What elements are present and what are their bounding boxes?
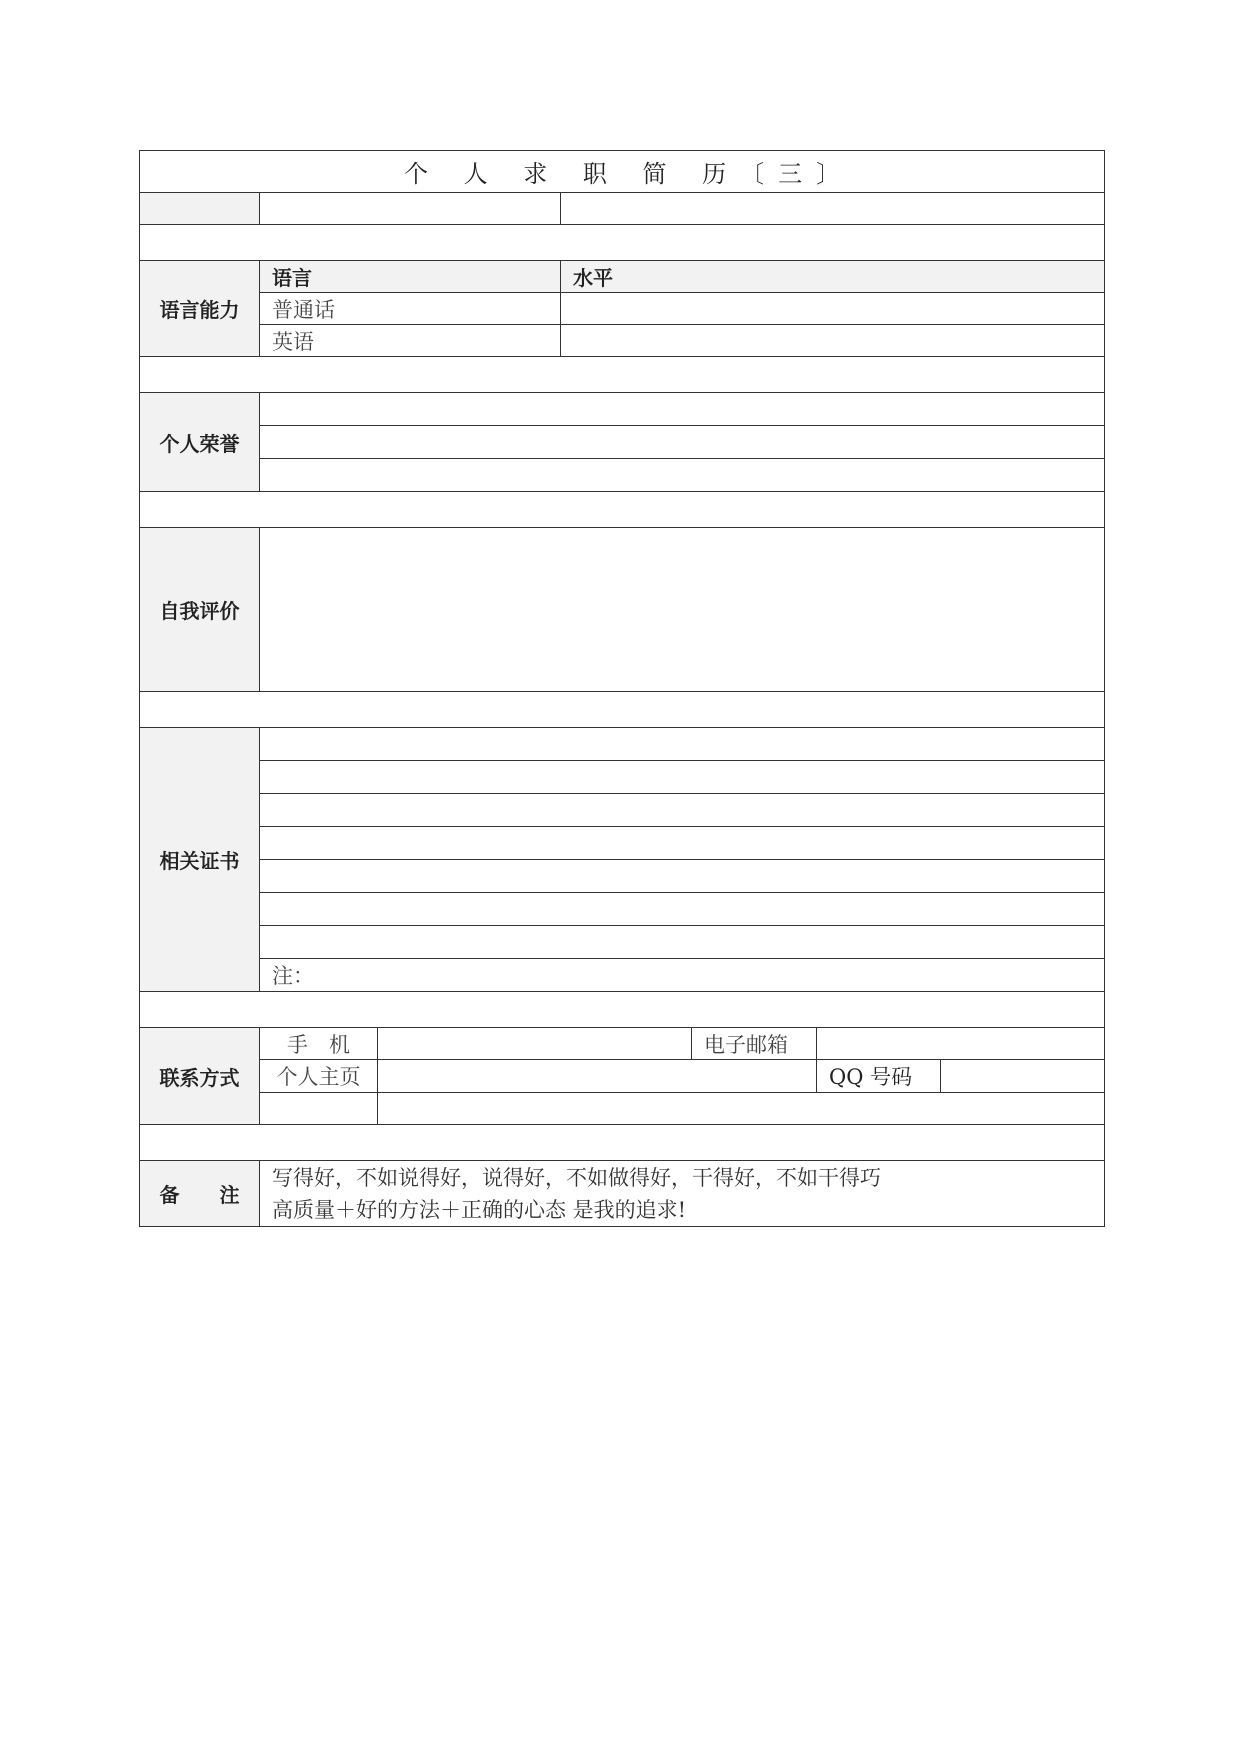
language-level[interactable] — [561, 325, 1105, 357]
cert-row — [140, 794, 1105, 827]
cert-entry[interactable] — [260, 794, 1105, 827]
mobile-field[interactable] — [378, 1028, 692, 1060]
homepage-field[interactable] — [378, 1060, 817, 1093]
qq-label: QQ 号码 — [817, 1060, 941, 1092]
spacer-row — [140, 1125, 1105, 1161]
level-column-header: 水平 — [561, 261, 1105, 293]
cert-entry[interactable] — [260, 827, 1105, 860]
spacer-row — [140, 992, 1105, 1028]
spacer-cell — [140, 492, 1105, 528]
qq-cell — [817, 1060, 1105, 1093]
resume-table — [139, 150, 1105, 1227]
title-row — [140, 151, 1105, 193]
mobile-label: 手 机 — [260, 1028, 378, 1060]
language-name: 英语 — [260, 325, 561, 357]
remarks-line: 高质量＋好的方法＋正确的心态 是我的追求! — [272, 1197, 687, 1222]
language-row — [140, 293, 1105, 325]
info-extra-cell[interactable] — [561, 193, 1105, 225]
page-title: 个 人 求 职 简 历〔三〕 — [140, 151, 1105, 193]
remarks-line: 写得好，不如说得好，说得好，不如做得好，干得好，不如干得巧 — [272, 1165, 881, 1190]
remarks-row — [140, 1161, 1105, 1227]
remarks-section-label: 备 注 — [140, 1161, 260, 1227]
info-label-cell — [140, 193, 260, 225]
self-eval-content[interactable] — [260, 528, 1105, 692]
honors-row — [140, 426, 1105, 459]
language-column-header: 语言 — [260, 261, 561, 293]
email-label: 电子邮箱 — [692, 1028, 817, 1060]
contact-row — [140, 1060, 1105, 1093]
qq-field[interactable] — [941, 1060, 1104, 1092]
info-value-cell[interactable] — [260, 193, 561, 225]
cert-note-row — [140, 959, 1105, 992]
cert-entry[interactable] — [260, 893, 1105, 926]
cert-row — [140, 827, 1105, 860]
cert-row — [140, 761, 1105, 794]
contact-extra-field[interactable] — [378, 1093, 1105, 1125]
cert-note: 注： — [260, 959, 1105, 992]
spacer-row — [140, 492, 1105, 528]
contact-section-label: 联系方式 — [140, 1028, 260, 1125]
homepage-label: 个人主页 — [260, 1060, 378, 1093]
language-section-label: 语言能力 — [140, 261, 260, 357]
self-eval-row — [140, 528, 1105, 692]
cert-entry[interactable] — [260, 728, 1105, 761]
cert-row — [140, 926, 1105, 959]
language-name: 普通话 — [260, 293, 561, 325]
spacer-cell — [140, 225, 1105, 261]
contact-row — [140, 1028, 1105, 1060]
honor-entry[interactable] — [260, 393, 1105, 426]
qq-split — [817, 1060, 1104, 1092]
language-row — [140, 325, 1105, 357]
remarks-content — [260, 1161, 1105, 1227]
spacer-cell — [140, 992, 1105, 1028]
honors-row — [140, 393, 1105, 426]
cert-row — [140, 893, 1105, 926]
spacer-cell — [140, 357, 1105, 393]
top-info-row — [140, 193, 1105, 225]
spacer-row — [140, 357, 1105, 393]
honors-section-label: 个人荣誉 — [140, 393, 260, 492]
language-level[interactable] — [561, 293, 1105, 325]
self-eval-section-label: 自我评价 — [140, 528, 260, 692]
honors-row — [140, 459, 1105, 492]
cert-entry[interactable] — [260, 860, 1105, 893]
spacer-row — [140, 225, 1105, 261]
language-header-row — [140, 261, 1105, 293]
contact-row — [140, 1093, 1105, 1125]
cert-section-label: 相关证书 — [140, 728, 260, 992]
cert-entry[interactable] — [260, 926, 1105, 959]
spacer-cell — [140, 692, 1105, 728]
email-field[interactable] — [817, 1028, 1105, 1060]
contact-extra-label[interactable] — [260, 1093, 378, 1125]
honor-entry[interactable] — [260, 459, 1105, 492]
cert-row — [140, 860, 1105, 893]
cert-entry[interactable] — [260, 761, 1105, 794]
spacer-cell — [140, 1125, 1105, 1161]
honor-entry[interactable] — [260, 426, 1105, 459]
cert-row — [140, 728, 1105, 761]
spacer-row — [140, 692, 1105, 728]
